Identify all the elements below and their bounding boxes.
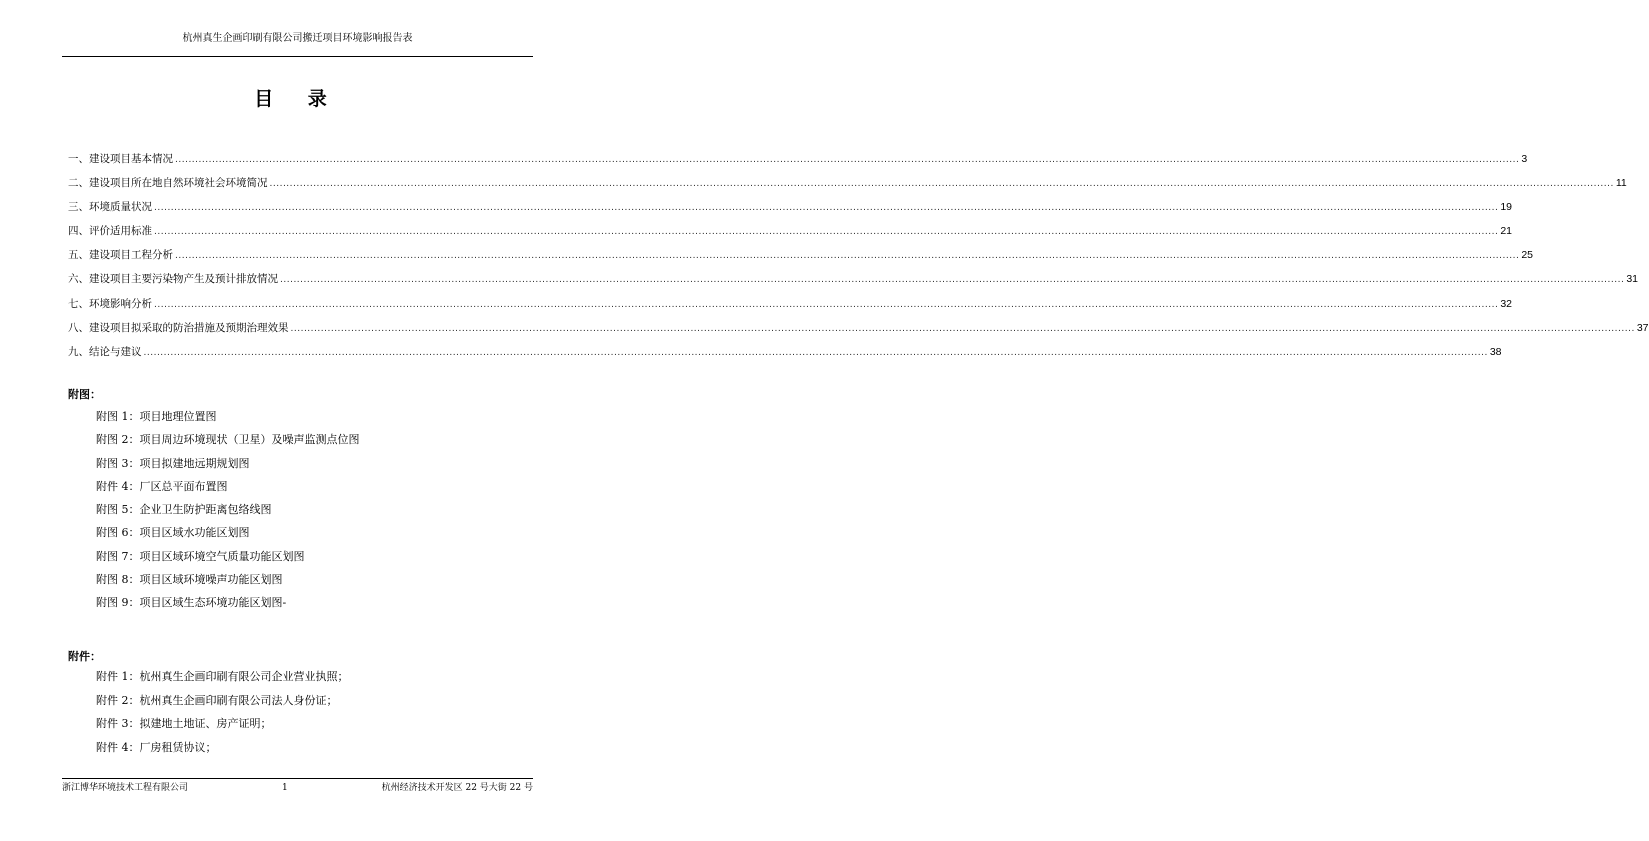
figure-list-item: 附图 7：项目区域环境空气质量功能区划图 bbox=[96, 549, 305, 563]
toc-entry-page: 19 bbox=[1500, 201, 1513, 214]
toc-entry[interactable] bbox=[68, 321, 1649, 345]
toc-entry[interactable] bbox=[68, 176, 1627, 200]
figure-list-item: 附图 2：项目周边环境现状（卫星）及噪声监测点位图 bbox=[96, 433, 360, 447]
figure-list-item: 附图 1：项目地理位置图 bbox=[96, 410, 217, 423]
toc-entry-label: 四、评价适用标准 bbox=[68, 225, 152, 238]
footer-company: 浙江博华环境技术工程有限公司 bbox=[62, 783, 189, 793]
toc-leader-dots: ................................................................................................................................................................................................................................................................................................................................................................................................................ bbox=[154, 227, 1499, 238]
toc-entry[interactable] bbox=[68, 224, 1513, 248]
toc-entry-label: 三、环境质量状况 bbox=[68, 201, 152, 214]
toc-entry-page: 37 bbox=[1636, 321, 1649, 334]
toc-entry-label: 八、建设项目拟采取的防治措施及预期治理效果 bbox=[68, 321, 289, 334]
toc-entry-page: 32 bbox=[1500, 297, 1513, 310]
toc-leader-dots: ................................................................................................................................................................................................................................................................................................................................................................................................................ bbox=[175, 155, 1520, 165]
toc-entry[interactable] bbox=[68, 272, 1639, 296]
toc-entry[interactable] bbox=[68, 152, 1528, 176]
page-footer bbox=[62, 778, 533, 794]
figure-list-item: 附图 5：企业卫生防护距离包络线图 bbox=[96, 503, 272, 517]
toc-entry[interactable] bbox=[68, 297, 1513, 321]
attachment-list-item: 附件 3：拟建地土地证、房产证明； bbox=[96, 717, 272, 730]
toc-entry-label: 九、结论与建议 bbox=[68, 345, 142, 358]
attachment-list-item: 附件 1：杭州真生企画印刷有限公司企业营业执照； bbox=[96, 670, 349, 683]
attachments-heading: 附件： bbox=[68, 650, 101, 663]
toc-entry-label: 五、建设项目工程分析 bbox=[68, 249, 173, 262]
figure-list-item: 附件 4：厂区总平面布置图 bbox=[96, 479, 228, 493]
figures-heading: 附图： bbox=[68, 388, 101, 401]
page-number: 1 bbox=[281, 783, 288, 793]
toc-entry-page: 25 bbox=[1521, 249, 1534, 262]
table-of-contents bbox=[68, 152, 1649, 369]
toc-entry-page: 3 bbox=[1521, 153, 1528, 165]
toc-entry-page: 21 bbox=[1500, 225, 1513, 238]
toc-leader-dots: ................................................................................................................................................................................................................................................................................................................................................................................................................ bbox=[154, 203, 1499, 214]
page-header bbox=[62, 30, 533, 57]
figures-list bbox=[96, 410, 360, 620]
header-title: 杭州真生企画印刷有限公司搬迁项目环境影响报告表 bbox=[182, 33, 413, 44]
toc-entry-label: 二、建设项目所在地自然环境社会环境简况 bbox=[68, 177, 268, 190]
attachment-list-item: 附件 4：厂房租赁协议； bbox=[96, 740, 217, 754]
toc-entry-page: 11 bbox=[1615, 177, 1627, 190]
figure-list-item: 附图 3：项目拟建地远期规划图 bbox=[96, 456, 250, 470]
footer-address: 杭州经济技术开发区 22 号大街 22 号 bbox=[381, 783, 533, 793]
toc-entry-page: 38 bbox=[1489, 345, 1502, 358]
toc-entry[interactable] bbox=[68, 200, 1513, 224]
toc-entry-label: 七、环境影响分析 bbox=[68, 297, 152, 310]
attachments-list bbox=[96, 670, 349, 764]
toc-entry[interactable] bbox=[68, 248, 1534, 272]
figure-list-item: 附图 8：项目区域环境噪声功能区划图 bbox=[96, 573, 283, 587]
toc-leader-dots: ................................................................................................................................................................................................................................................................................................................................................................................................................ bbox=[290, 323, 1635, 334]
toc-entry-label: 六、建设项目主要污染物产生及预计排放情况 bbox=[68, 273, 278, 286]
toc-entry-label: 一、建设项目基本情况 bbox=[68, 153, 173, 165]
attachment-list-item: 附件 2：杭州真生企画印刷有限公司法人身份证； bbox=[96, 693, 338, 707]
toc-leader-dots: ................................................................................................................................................................................................................................................................................................................................................................................................................ bbox=[143, 347, 1488, 358]
toc-leader-dots: ................................................................................................................................................................................................................................................................................................................................................................................................................ bbox=[175, 251, 1520, 262]
toc-entry[interactable] bbox=[68, 345, 1502, 369]
toc-entry-page: 31 bbox=[1626, 273, 1639, 286]
page-title: 目 录 bbox=[254, 88, 341, 110]
figure-list-item: 附图 6：项目区域水功能区划图 bbox=[96, 526, 250, 540]
figure-list-item: 附图 9：项目区域生态环境功能区划图- bbox=[96, 596, 287, 610]
toc-leader-dots: ................................................................................................................................................................................................................................................................................................................................................................................................................ bbox=[280, 275, 1625, 286]
toc-leader-dots: ................................................................................................................................................................................................................................................................................................................................................................................................................ bbox=[154, 299, 1499, 310]
toc-leader-dots: ................................................................................................................................................................................................................................................................................................................................................................................................................ bbox=[269, 179, 1614, 190]
